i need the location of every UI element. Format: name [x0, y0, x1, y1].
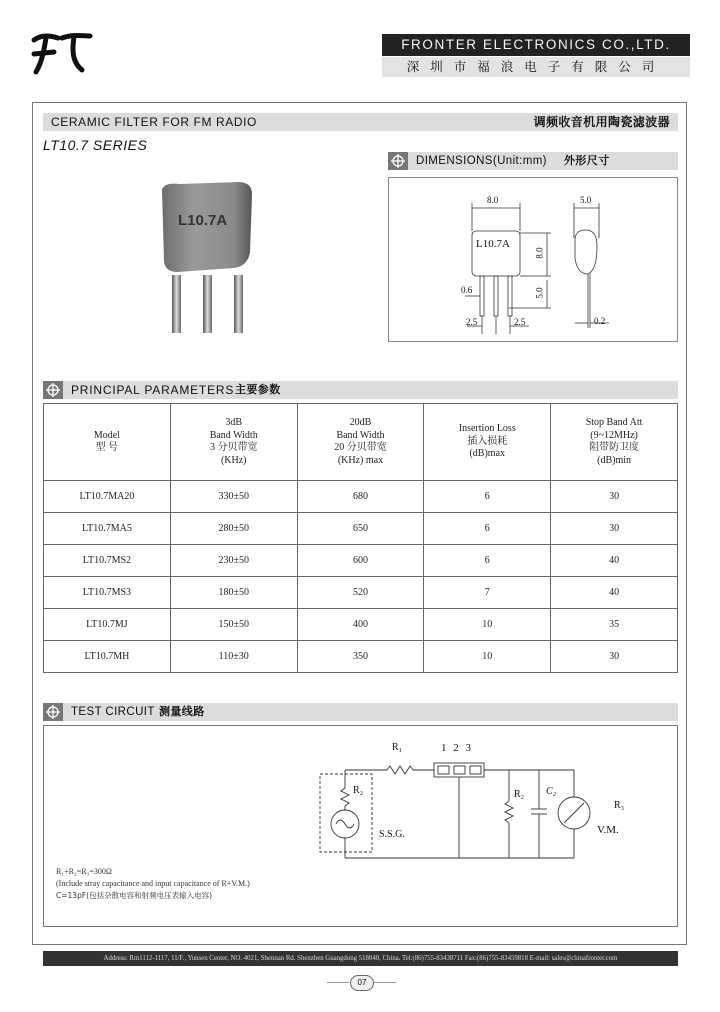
note-capacitance-en: (Include stray capacitance and input capacitance of R+V.M.)	[56, 879, 250, 888]
table-cell: LT10.7MA20	[44, 481, 171, 513]
table-row	[44, 481, 678, 513]
column-header-line: 20 分贝带宽	[334, 442, 387, 453]
column-header-line: 3 分贝带宽	[209, 442, 258, 453]
table-cell: LT10.7MH	[44, 641, 171, 673]
column-header	[44, 404, 171, 481]
test-circuit-bar	[43, 703, 678, 721]
test-circuit-box	[43, 725, 678, 927]
table-cell: 230±50	[170, 545, 297, 577]
column-header-line: 阻带防卫度	[589, 442, 640, 453]
table-cell: LT10.7MA5	[44, 513, 171, 545]
title-en: CERAMIC FILTER FOR FM RADIO	[51, 115, 257, 129]
company-logo	[28, 28, 98, 78]
table-cell: 650	[297, 513, 424, 545]
parameters-title: PRINCIPAL PARAMETERS	[71, 383, 235, 397]
dim-lead-width: 0.6	[461, 285, 473, 295]
table-cell: LT10.7MS3	[44, 577, 171, 609]
table-cell: 680	[297, 481, 424, 513]
table-row	[44, 513, 678, 545]
table-row	[44, 577, 678, 609]
column-header-line: (9~12MHz)	[590, 429, 638, 441]
table-cell: 280±50	[170, 513, 297, 545]
table-cell: 30	[551, 641, 678, 673]
table-cell: 600	[297, 545, 424, 577]
dim-lead-length: 5.0	[534, 287, 545, 299]
title-bar	[43, 113, 678, 131]
table-cell: 6	[424, 545, 551, 577]
dimensions-bar	[388, 152, 678, 170]
dim-side-thickness: 5.0	[580, 195, 592, 205]
column-header	[297, 404, 424, 481]
label-c2: C₂	[546, 786, 557, 797]
dim-pitch-right: 2.5	[514, 317, 526, 327]
column-header-line: Band Width	[336, 429, 385, 441]
crosshair-icon	[388, 152, 408, 170]
table-cell: 110±30	[170, 641, 297, 673]
table-cell: 30	[551, 513, 678, 545]
table-cell: 35	[551, 609, 678, 641]
table-row	[44, 641, 678, 673]
page-line-right	[374, 982, 396, 983]
table-cell: 7	[424, 577, 551, 609]
table-cell: 180±50	[170, 577, 297, 609]
table-cell: 6	[424, 513, 551, 545]
crosshair-icon	[43, 703, 63, 721]
dim-width: 8.0	[487, 195, 499, 205]
column-header-line: 型 号	[95, 442, 119, 453]
column-header-line: (KHz) max	[337, 454, 384, 466]
label-r2-left: R₂	[353, 785, 364, 796]
table-cell: 330±50	[170, 481, 297, 513]
column-header-line: Band Width	[209, 429, 258, 441]
column-header	[551, 404, 678, 481]
table-cell: 30	[551, 481, 678, 513]
table-cell: 520	[297, 577, 424, 609]
circuit-notes	[56, 866, 250, 902]
dim-side-lead: 0.2	[594, 316, 606, 326]
column-header-line: (KHz)	[220, 454, 247, 466]
column-header	[424, 404, 551, 481]
table-cell: 40	[551, 577, 678, 609]
column-header	[170, 404, 297, 481]
note-capacitance-cn: C=13pF(包括杂散电容和射频电压表输入电容)	[56, 891, 212, 900]
label-ssg: S.S.G.	[379, 829, 405, 840]
label-r3: R₃	[614, 800, 625, 811]
dim-height: 8.0	[534, 247, 545, 259]
test-circuit-title: TEST CIRCUIT	[71, 706, 155, 718]
column-header-line: 插入损耗	[467, 435, 508, 447]
crosshair-icon	[43, 381, 63, 399]
label-pins: 1 2 3	[441, 742, 471, 754]
label-r1: R₁	[392, 742, 403, 753]
product-photo	[150, 180, 260, 335]
page-number: 07	[350, 975, 374, 991]
table-cell: 40	[551, 545, 678, 577]
table-row	[44, 609, 678, 641]
dimensions-title-cn: 外形尺寸	[564, 154, 610, 167]
table-cell: 10	[424, 609, 551, 641]
table-cell: 400	[297, 609, 424, 641]
column-header-line: (dB)max	[469, 448, 506, 460]
series-label: LT10.7 SERIES	[43, 137, 148, 153]
dim-pitch-left: 2.5	[466, 317, 478, 327]
note-resistance: R₁+R₂=R₃=300Ω	[56, 867, 112, 876]
table-cell: 6	[424, 481, 551, 513]
column-header-line: Model	[93, 429, 120, 441]
table-cell: 350	[297, 641, 424, 673]
dimensions-title: DIMENSIONS(Unit:mm)	[416, 155, 547, 167]
parameters-bar	[43, 381, 678, 399]
parameters-title-cn: 主要参数	[235, 383, 281, 396]
table-row	[44, 545, 678, 577]
product-marking: L10.7A	[178, 212, 228, 229]
page-line-left	[327, 982, 349, 983]
dim-front-marking: L10.7A	[476, 238, 510, 250]
table-cell: 150±50	[170, 609, 297, 641]
column-header-line: Insertion Loss	[458, 423, 516, 435]
footer-address: Address: Rm1112-1117, 11/F., Yunsen Center, NO. 4021, Shennan Rd. Shenzhen Guangdong 518040, China. Tel:(86)755-83438711 Fax:(86)755-83459818 E-mail: sales@chinafronter.com	[43, 951, 678, 966]
test-circuit-title-cn: 测量线路	[159, 705, 205, 718]
title-cn: 调频收音机用陶瓷滤波器	[533, 115, 670, 129]
column-header-line: 3dB	[225, 417, 243, 428]
label-r2-right: R₂	[514, 789, 525, 800]
company-name-cn: 深圳市福浪电子有限公司	[382, 57, 690, 77]
column-header-line: Stop Band Att	[585, 417, 643, 428]
column-header-line: (dB)min	[597, 454, 632, 466]
table-cell: LT10.7MJ	[44, 609, 171, 641]
table-header-row	[44, 404, 678, 481]
column-header-line: 20dB	[349, 417, 372, 428]
parameters-table	[43, 403, 678, 673]
label-vm: V.M.	[597, 824, 619, 836]
company-name-en: FRONTER ELECTRONICS CO.,LTD.	[382, 34, 690, 56]
dimensions-drawing	[388, 177, 678, 342]
table-cell: LT10.7MS2	[44, 545, 171, 577]
table-cell: 10	[424, 641, 551, 673]
